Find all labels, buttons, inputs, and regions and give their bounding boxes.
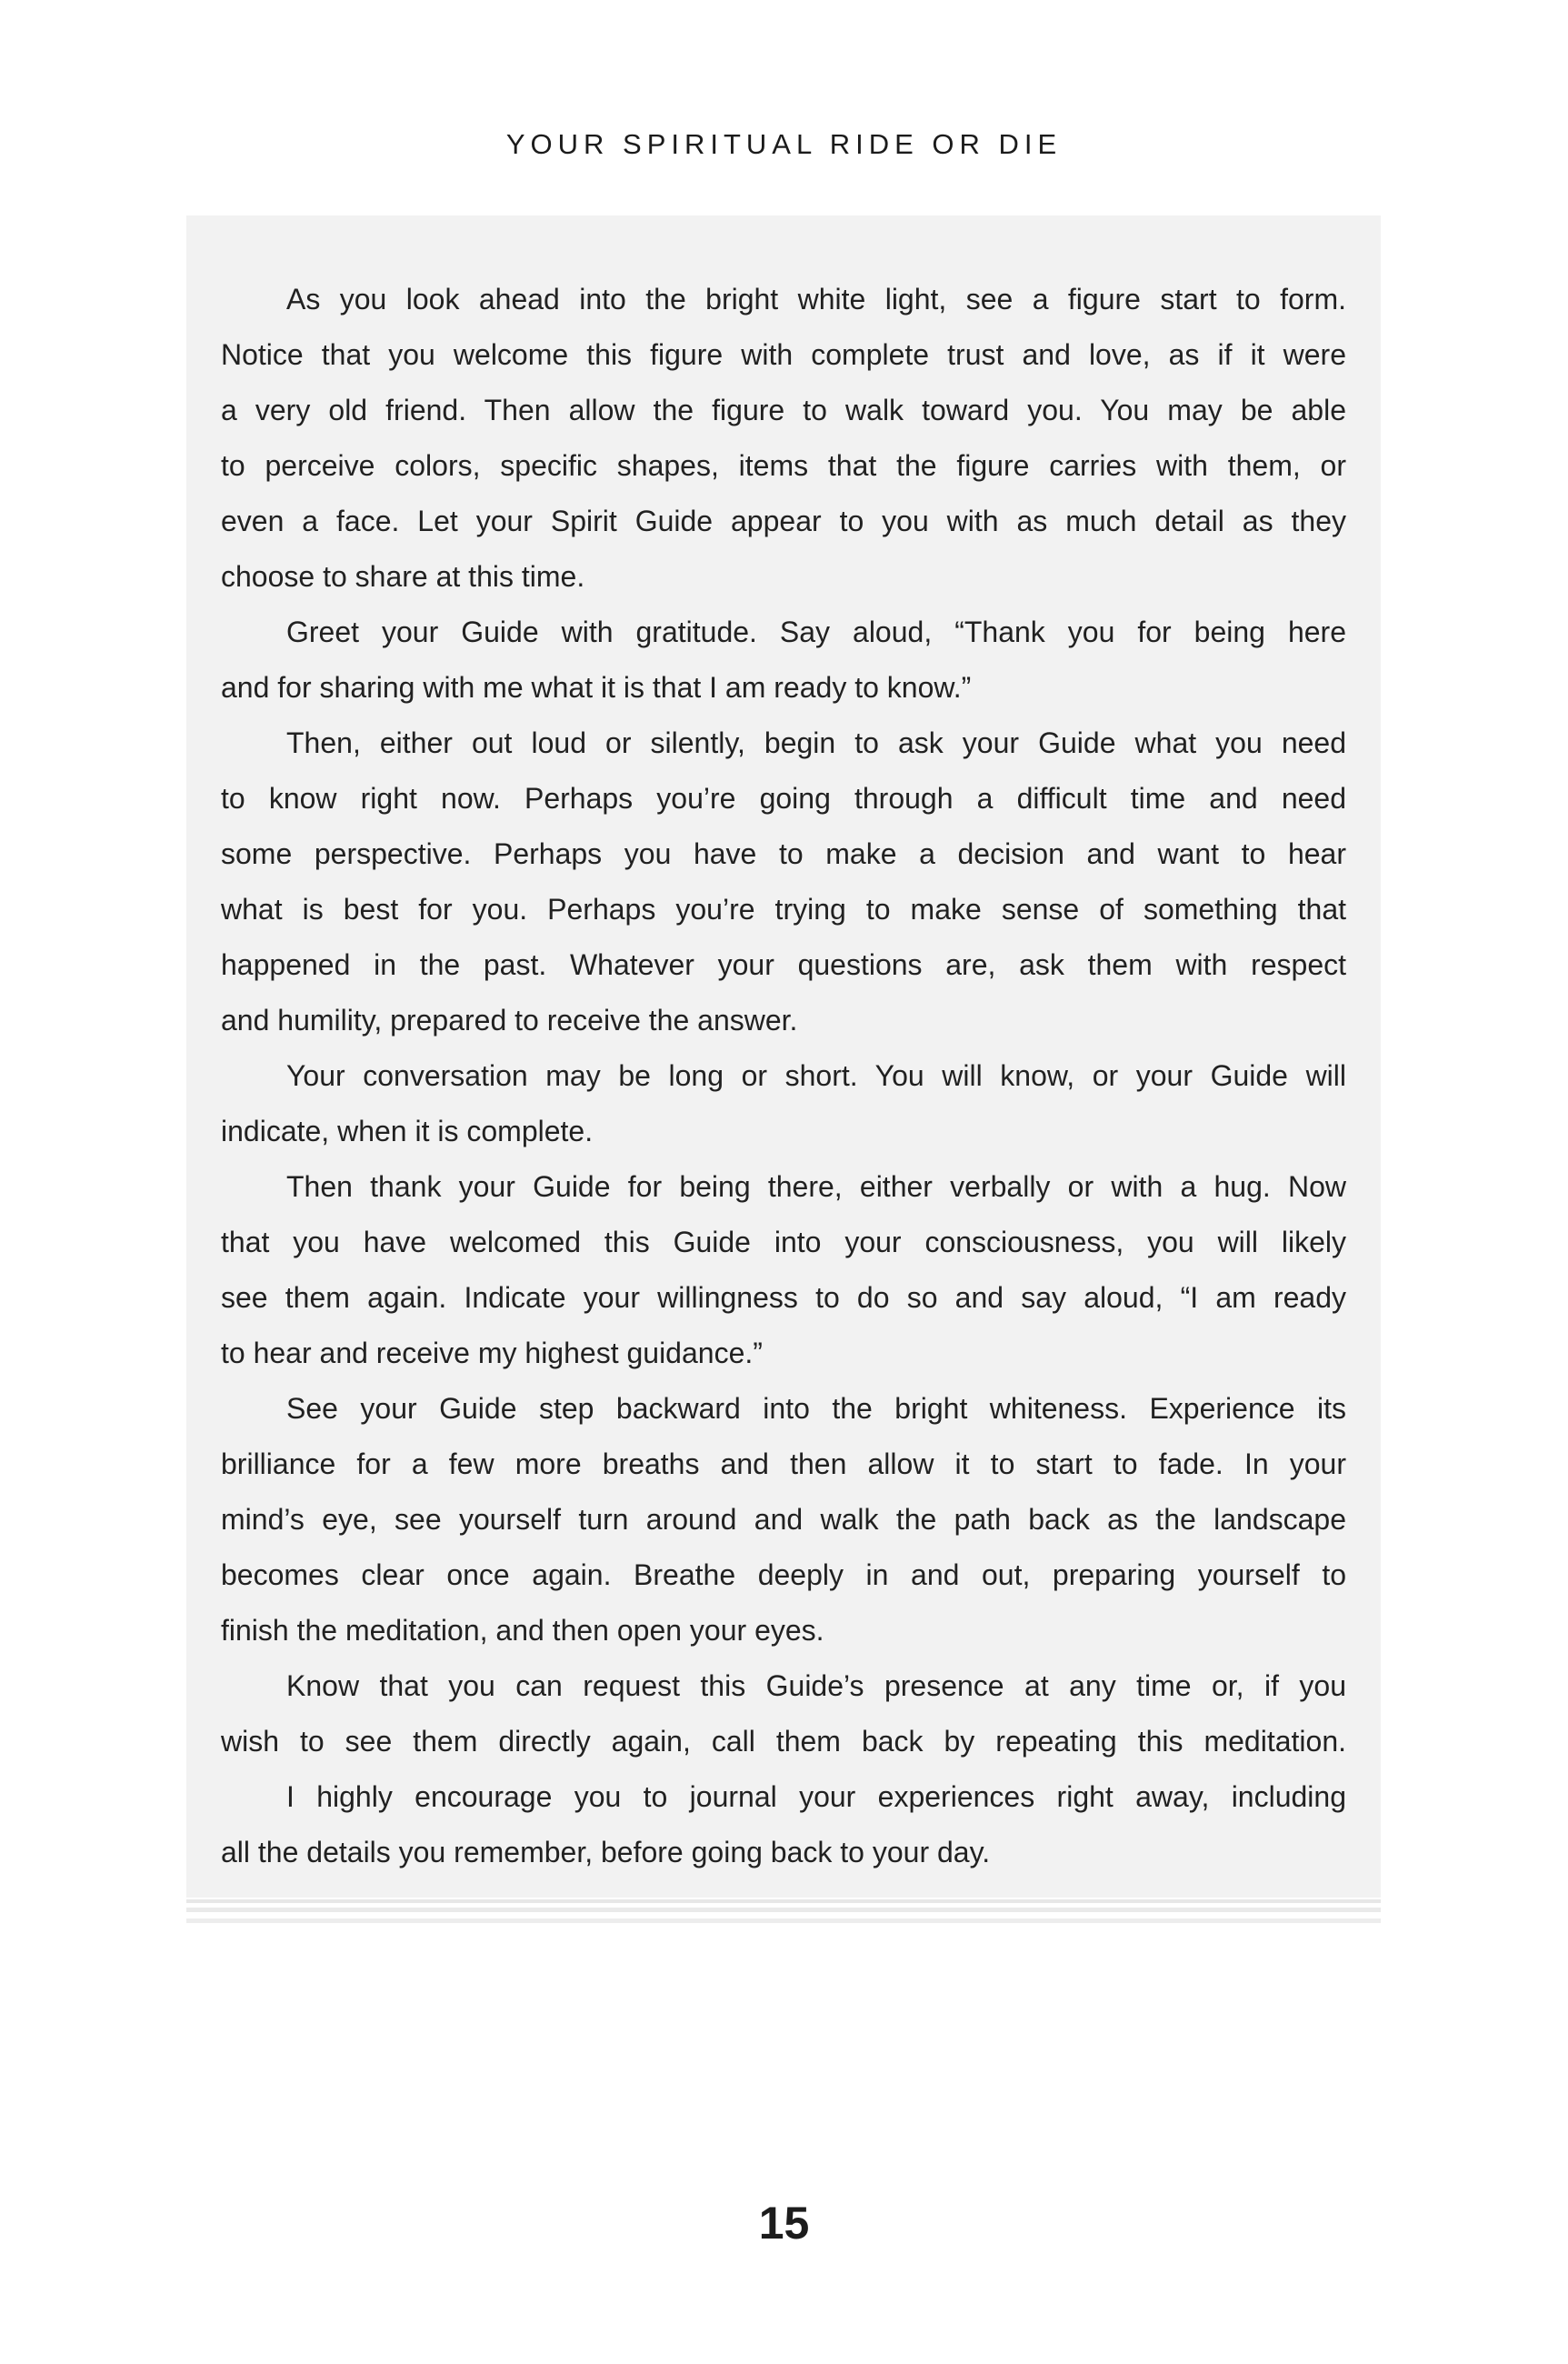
- paragraph: [221, 1159, 1346, 1381]
- text-line: I highly encourage you to journal your experiences right away, including: [286, 1780, 1346, 1813]
- text-line: Your conversation may be long or short. You will know, or your Guide will: [286, 1059, 1346, 1092]
- text-line: that you have welcomed this Guide into your consciousness, you will likely: [221, 1226, 1346, 1258]
- text-line: Greet your Guide with gratitude. Say aloud, “Thank you for being here: [286, 616, 1346, 648]
- text-line: and humility, prepared to receive the answer.: [221, 1004, 798, 1037]
- text-line: see them again. Indicate your willingness to do so and say aloud, “I am ready: [221, 1281, 1346, 1314]
- text-line: brilliance for a few more breaths and then allow it to start to fade. In your: [221, 1447, 1346, 1480]
- text-line: what is best for you. Perhaps you’re trying to make sense of something that: [221, 893, 1346, 926]
- text-line: Then, either out loud or silently, begin to ask your Guide what you need: [286, 726, 1346, 759]
- text-line: happened in the past. Whatever your questions are, ask them with respect: [221, 948, 1346, 981]
- text-line: and for sharing with me what it is that I am ready to know.”: [221, 671, 972, 704]
- text-line: wish to see them directly again, call them back by repeating this meditation.: [221, 1725, 1346, 1758]
- page-number: 15: [758, 2198, 810, 2249]
- text-line: even a face. Let your Spirit Guide appear to you with as much detail as they: [221, 505, 1346, 537]
- text-line: finish the meditation, and then open your eyes.: [221, 1614, 824, 1647]
- text-line: mind’s eye, see yourself turn around and walk the path back as the landscape: [221, 1503, 1346, 1536]
- text-line: all the details you remember, before going back to your day.: [221, 1836, 991, 1868]
- paragraph: [221, 605, 1346, 716]
- text-line: choose to share at this time.: [221, 560, 585, 593]
- paragraph: [221, 716, 1346, 1048]
- text-line: See your Guide step backward into the bright whiteness. Experience its: [286, 1392, 1346, 1425]
- running-header: YOUR SPIRITUAL RIDE OR DIE: [505, 128, 1063, 160]
- page-edge-stripe-bottom: [186, 1918, 1381, 1923]
- text-line: Know that you can request this Guide’s presence at any time or, if you: [286, 1669, 1346, 1702]
- text-line: indicate, when it is complete.: [221, 1115, 594, 1147]
- text-line: becomes clear once again. Breathe deeply in and out, preparing yourself to: [221, 1558, 1346, 1591]
- text-line: to know right now. Perhaps you’re going through a difficult time and need: [221, 782, 1346, 815]
- paragraph: [221, 1658, 1346, 1769]
- paragraph: [221, 1048, 1346, 1159]
- text-line: a very old friend. Then allow the figure to walk toward you. You may be able: [221, 394, 1346, 426]
- text-line: to hear and receive my highest guidance.”: [221, 1337, 763, 1369]
- text-line: Notice that you welcome this figure with complete trust and love, as if it were: [221, 338, 1346, 371]
- text-line: some perspective. Perhaps you have to make a decision and want to hear: [221, 837, 1346, 870]
- page-edge-stripe-top: [186, 1899, 1381, 1903]
- text-line: to perceive colors, specific shapes, items that the figure carries with them, or: [221, 449, 1346, 482]
- text-line: Then thank your Guide for being there, either verbally or with a hug. Now: [286, 1170, 1346, 1203]
- paragraph: [221, 272, 1346, 605]
- page-edge-stripe-middle: [186, 1908, 1381, 1912]
- meditation-text-panel: [186, 215, 1381, 1898]
- paragraph: [221, 1381, 1346, 1658]
- paragraph: [221, 1769, 1346, 1880]
- text-line: As you look ahead into the bright white light, see a figure start to form.: [286, 283, 1346, 316]
